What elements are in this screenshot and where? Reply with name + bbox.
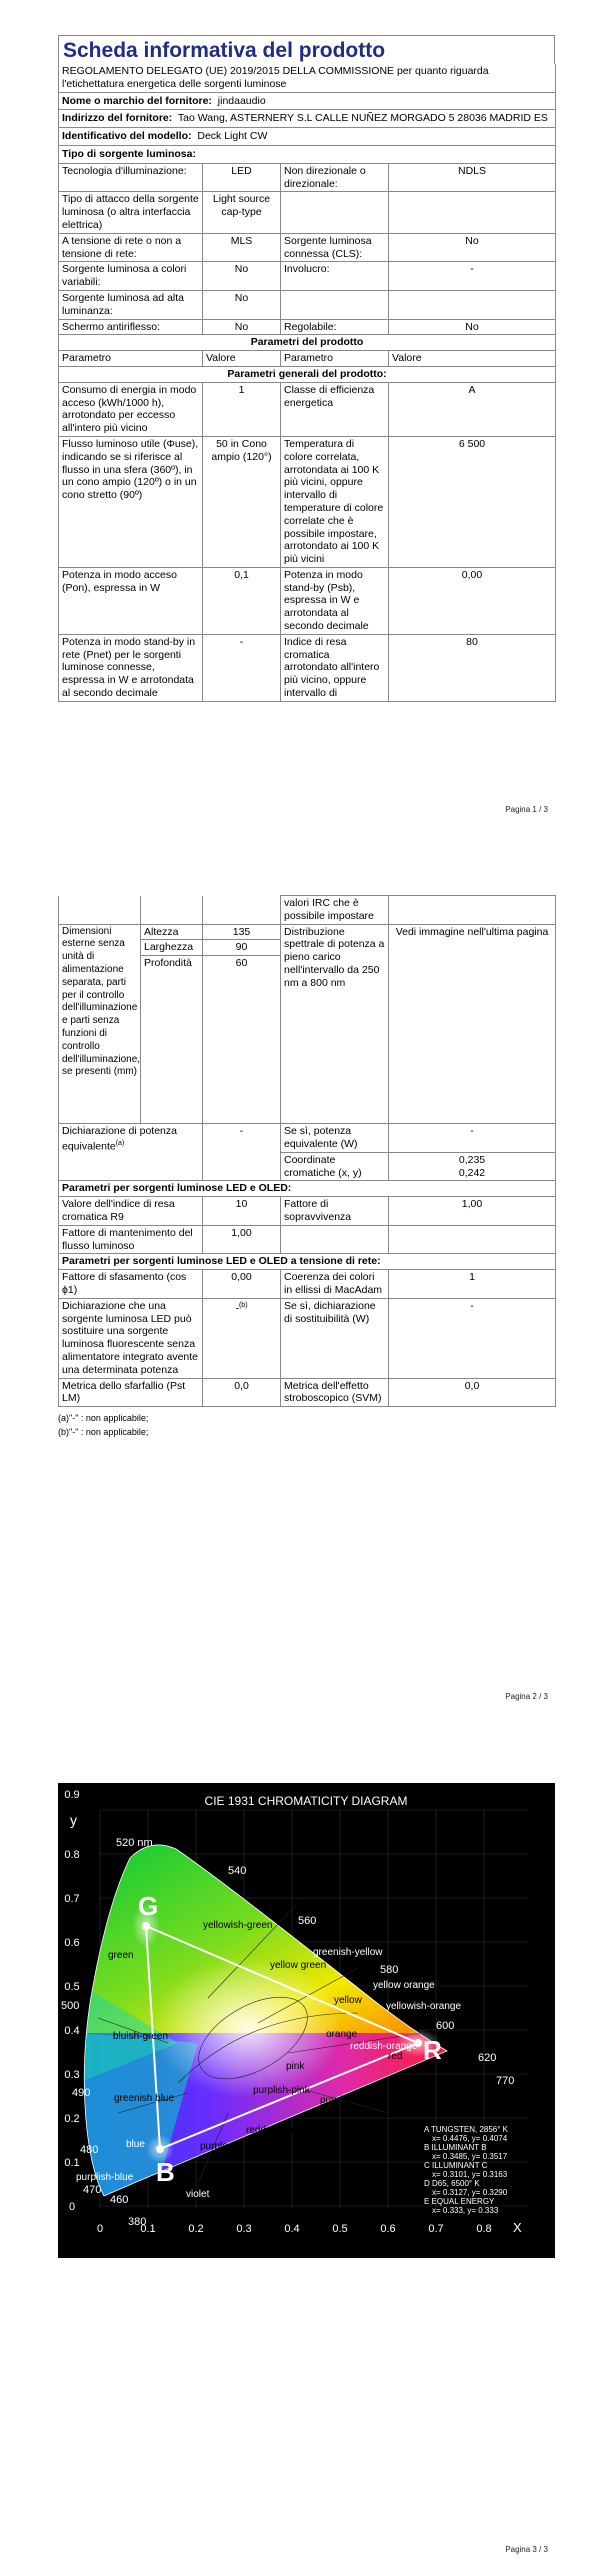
- region-label: red: [388, 2051, 403, 2062]
- param-value: 10: [203, 1197, 281, 1226]
- param-value: 1: [389, 1270, 556, 1299]
- x-tick: 0.4: [284, 2223, 300, 2235]
- type-value: -: [389, 262, 556, 291]
- footnote-a: (a)"-" : non applicabile;: [58, 1413, 149, 1424]
- param-label: Potenza in modo acceso (Pon), espressa in W: [59, 567, 203, 634]
- col-param-header: Parametro: [281, 351, 389, 367]
- supplier-address-label: Indirizzo del fornitore:: [62, 112, 173, 125]
- page-2: [0, 875, 603, 1710]
- param-value: 0,0: [203, 1378, 281, 1407]
- param-label: Metrica dello sfarfallio (Pst LM): [59, 1378, 203, 1407]
- region-label: purplish-red: [320, 2095, 373, 2106]
- col-param-header: Parametro: [59, 351, 203, 367]
- col-value-header: Valore: [203, 351, 281, 367]
- param-row: [59, 1270, 556, 1299]
- region-label: yellow green: [270, 1960, 327, 1971]
- illuminant-legend: [424, 2125, 509, 2215]
- dimension-value: 135: [203, 924, 281, 940]
- x-tick: 0.5: [332, 2223, 348, 2235]
- region-label: yellow orange: [373, 1980, 435, 1991]
- y-tick: 0.6: [64, 1937, 80, 1949]
- chromaticity-y: 0,242: [458, 1166, 486, 1179]
- param-value-text: -: [235, 1302, 239, 1315]
- param-label: Classe di efficienza energetica: [281, 382, 389, 436]
- y-tick: 0.4: [64, 2025, 80, 2037]
- param-label: Dichiarazione che una sorgente luminosa LED può sostituire una sorgente luminosa fluorescente senza alimentatore integrato avente una determinata potenza: [59, 1298, 203, 1378]
- params-header-row: [59, 351, 556, 367]
- chromaticity-x: 0,235: [458, 1153, 486, 1166]
- y-tick: 0: [68, 2201, 76, 2213]
- param-value: -: [389, 1298, 556, 1378]
- type-value: Light source cap-type: [203, 192, 281, 233]
- param-label: Coerenza dei colori in ellissi di MacAdam: [281, 1270, 389, 1299]
- model-row: [59, 128, 556, 146]
- wavelength-label: 520 nm: [116, 1837, 153, 1849]
- wavelength-label: 770: [496, 2075, 515, 2087]
- footnote-ref: (b): [238, 1301, 248, 1309]
- equivalent-watt-label: Se sì, potenza equivalente (W): [281, 1124, 389, 1153]
- legend-line: x= 0.3101, y= 0.3163: [432, 2170, 508, 2179]
- x-tick: 0.3: [236, 2223, 252, 2235]
- dimension-value: 90: [203, 940, 281, 956]
- dimension-name: Profondità: [141, 956, 203, 1124]
- type-value: [389, 192, 556, 233]
- dimensions-label: Dimensioni esterne senza unità di alimentazione separata, parti per il controllo dell'illuminazione e parti senza funzioni di controllo dell'illuminazione, se presenti (mm): [59, 924, 141, 1124]
- supplier-address-value: Tao Wang, ASTERNERY S.L CALLE NUÑEZ MORGADO 5 28036 MADRID ES: [177, 112, 548, 125]
- param-label: Fattore di sopravvivenza: [281, 1197, 389, 1226]
- cie-diagram-svg: [58, 1783, 555, 2258]
- type-value: [389, 290, 556, 319]
- footnotes: [58, 1411, 555, 1439]
- wavelength-label: 560: [298, 1915, 317, 1927]
- regulation-text: REGOLAMENTO DELEGATO (UE) 2019/2015 DELLA COMMISSIONE per quanto riguarda l'etichettatura energetica delle sorgenti luminose: [59, 64, 556, 92]
- chromaticity-value: [389, 1152, 556, 1181]
- param-value: 0,00: [389, 567, 556, 634]
- y-axis-label: y: [70, 1812, 77, 1828]
- supplier-name-row: [59, 92, 556, 110]
- type-row: [59, 262, 556, 291]
- param-value: 1: [203, 382, 281, 436]
- corner-b-label: B: [156, 2157, 175, 2187]
- x-tick: 0.2: [188, 2223, 204, 2235]
- type-label: Involucro:: [281, 262, 389, 291]
- type-label: Sorgente luminosa a colori variabili:: [59, 262, 203, 291]
- param-label: Valore dell'indice di resa cromatica R9: [59, 1197, 203, 1226]
- type-value: No: [203, 262, 281, 291]
- y-tick: 0.5: [64, 1981, 80, 1993]
- x-tick: 0.1: [140, 2223, 156, 2235]
- param-label: [281, 1225, 389, 1254]
- type-label: Tipo di attacco della sorgente luminosa (o altra interfaccia elettrica): [59, 192, 203, 233]
- param-label: Potenza in modo stand-by (Psb), espressa in W e arrotondata al secondo decimale: [281, 567, 389, 634]
- x-tick: 0.8: [476, 2223, 492, 2235]
- footnote-ref: (a): [115, 1139, 125, 1147]
- dimensions-row: [59, 924, 556, 940]
- param-value: 0,0: [389, 1378, 556, 1407]
- region-label: purplish-blue: [76, 2172, 134, 2183]
- page-number: Pagina 2 / 3: [505, 1692, 548, 1701]
- wavelength-label: 380: [128, 2216, 147, 2228]
- param-row: [59, 1298, 556, 1378]
- type-label: Tecnologia d'illuminazione:: [59, 163, 203, 192]
- param-value: 0,1: [203, 567, 281, 634]
- wavelength-label: 490: [72, 2087, 91, 2099]
- led-params-title: Parametri per sorgenti luminose LED e OLED:: [59, 1181, 556, 1197]
- dimension-name: Altezza: [141, 924, 203, 940]
- x-tick: 0.6: [380, 2223, 396, 2235]
- x-tick: 0.7: [428, 2223, 444, 2235]
- y-tick: 0.2: [64, 2113, 80, 2125]
- region-label: purplish-pink: [253, 2085, 310, 2096]
- region-label: greenish blue: [114, 2093, 175, 2104]
- legend-line: x= 0.333, y= 0.333: [432, 2206, 499, 2215]
- x-tick-labels: [97, 2223, 492, 2235]
- equivalent-watt-value: -: [389, 1124, 556, 1153]
- corner-g-label: G: [138, 1891, 159, 1921]
- param-row: [59, 1197, 556, 1226]
- dimension-name: Larghezza: [141, 940, 203, 956]
- wavelength-label: 460: [110, 2194, 129, 2206]
- wavelength-label: 500: [61, 2000, 80, 2012]
- x-axis-label: X: [513, 2220, 522, 2235]
- type-label: Non direzionale o direzionale:: [281, 163, 389, 192]
- page-title: Scheda informativa del prodotto: [58, 35, 555, 64]
- params-table-continued: [58, 895, 556, 1407]
- param-value: -: [203, 634, 281, 701]
- region-label: green: [108, 1950, 134, 1961]
- param-label: Potenza in modo stand-by in rete (Pnet) per le sorgenti luminose connesse, espressa in W e arrotondata al secondo decimale: [59, 634, 203, 701]
- param-label: Temperatura di colore correlata, arrotondata ai 100 K più vicini, oppure intervallo di temperature di colore correlate che è possibile impostare, arrotondato ai 100 K più vicini: [281, 436, 389, 567]
- corner-r-label: R: [423, 2035, 442, 2065]
- param-row: [59, 634, 556, 701]
- model-label: Identificativo del modello:: [62, 130, 192, 143]
- y-tick: 0.3: [64, 2069, 80, 2081]
- region-label: violet: [186, 2189, 210, 2200]
- legend-line: x= 0.4476, y= 0.4074: [432, 2134, 508, 2143]
- param-label: Fattore di mantenimento del flusso luminoso: [59, 1225, 203, 1254]
- params-section-title: Parametri del prodotto: [59, 335, 556, 351]
- wavelength-label: 470: [83, 2184, 102, 2196]
- legend-line: B ILLUMINANT B: [424, 2143, 487, 2152]
- type-value: NDLS: [389, 163, 556, 192]
- region-label: purple: [200, 2141, 228, 2152]
- param-value: 80: [389, 634, 556, 701]
- param-value: 6 500: [389, 436, 556, 567]
- param-label: Flusso luminoso utile (Φuse), indicando se si riferisce al flusso in una sfera (360º), in un cono ampio (120º) o in un cono stretto (90º): [59, 436, 203, 567]
- legend-line: x= 0.3485, y= 0.3517: [432, 2152, 508, 2161]
- cie-title: CIE 1931 CHROMATICITY DIAGRAM: [204, 1794, 408, 1808]
- param-label: Fattore di sfasamento (cos ϕ1): [59, 1270, 203, 1299]
- supplier-name-label: Nome o marchio del fornitore:: [62, 94, 212, 107]
- param-value: 1,00: [389, 1197, 556, 1226]
- param-value: 1,00: [203, 1225, 281, 1254]
- legend-line: A TUNGSTEN, 2856° K: [424, 2125, 508, 2134]
- wavelength-label: 580: [380, 1964, 399, 1976]
- general-params-title: Parametri generali del prodotto:: [59, 366, 556, 382]
- param-row: [59, 382, 556, 436]
- legend-line: D D65, 6500° K: [424, 2179, 480, 2188]
- param-row: [59, 567, 556, 634]
- dimension-value: 60: [203, 956, 281, 1124]
- region-label: greenish-yellow: [313, 1947, 383, 1958]
- chromaticity-label: Coordinate cromatiche (x, y): [281, 1152, 389, 1181]
- wavelength-label: 480: [80, 2144, 99, 2156]
- equivalent-power-value: -: [203, 1124, 281, 1181]
- param-value: [203, 1298, 281, 1378]
- region-label: yellowish-green: [203, 1920, 273, 1931]
- region-label: orange: [326, 2029, 358, 2040]
- param-value: A: [389, 382, 556, 436]
- supplier-name-value: jindaaudio: [217, 94, 266, 107]
- y-tick: 0.9: [64, 1789, 80, 1801]
- legend-line: E EQUAL ENERGY: [424, 2197, 495, 2206]
- legend-line: C ILLUMINANT C: [424, 2161, 488, 2170]
- type-value: LED: [203, 163, 281, 192]
- param-label: Consumo di energia in modo acceso (kWh/1000 h), arrotondato per eccesso all'intero più vicino: [59, 382, 203, 436]
- region-label: yellowish-orange: [386, 2001, 462, 2012]
- type-row: [59, 290, 556, 319]
- product-sheet: [58, 35, 555, 702]
- region-label: pink: [286, 2061, 305, 2072]
- type-row: [59, 233, 556, 262]
- type-value: MLS: [203, 233, 281, 262]
- type-value: No: [389, 319, 556, 335]
- wavelength-label: 600: [436, 2020, 455, 2032]
- info-table: [58, 64, 556, 702]
- type-value: No: [203, 290, 281, 319]
- model-value: Deck Light CW: [197, 130, 268, 143]
- page-number: Pagina 3 / 3: [505, 2545, 548, 2554]
- product-sheet-continued: [58, 895, 555, 1439]
- type-label: [281, 290, 389, 319]
- page-1: [0, 0, 603, 820]
- type-label: Sorgente luminosa connessa (CLS):: [281, 233, 389, 262]
- supplier-address-row: [59, 110, 556, 128]
- footnote-b: (b)"-" : non applicabile;: [58, 1427, 149, 1438]
- spd-value: Vedi immagine nell'ultima pagina: [389, 924, 556, 1124]
- type-label: [281, 192, 389, 233]
- param-value: [389, 1225, 556, 1254]
- param-label: Metrica dell'effetto stroboscopico (SVM): [281, 1378, 389, 1407]
- region-label: blue: [126, 2139, 145, 2150]
- type-label: A tensione di rete o non a tensione di rete:: [59, 233, 203, 262]
- page-number: Pagina 1 / 3: [505, 805, 548, 814]
- param-row: [59, 436, 556, 567]
- param-label: Indice di resa cromatica arrotondato all'intero più vicino, oppure intervallo di: [281, 634, 389, 701]
- y-tick: 0.8: [64, 1849, 80, 1861]
- type-label: Sorgente luminosa ad alta luminanza:: [59, 290, 203, 319]
- equivalent-power-label: [59, 1124, 203, 1181]
- equivalent-power-row: [59, 1124, 556, 1153]
- mains-params-title: Parametri per sorgenti luminose LED e OLED a tensione di rete:: [59, 1254, 556, 1270]
- region-label: bluish-green: [113, 2031, 169, 2042]
- param-value: 50 in Cono ampio (120°): [203, 436, 281, 567]
- col-value-header: Valore: [389, 351, 556, 367]
- type-label: Regolabile:: [281, 319, 389, 335]
- param-value: 0,00: [203, 1270, 281, 1299]
- cie-diagram: [58, 1783, 555, 2258]
- type-row: [59, 163, 556, 192]
- region-label: reddish-purple: [246, 2125, 310, 2136]
- type-row: [59, 192, 556, 233]
- param-label: Se sì, dichiarazione di sostituibilità (W): [281, 1298, 389, 1378]
- region-label: reddish-orange: [350, 2041, 418, 2052]
- equivalent-power-text: Dichiarazione di potenza equivalente: [62, 1125, 177, 1153]
- wavelength-label: 540: [228, 1865, 247, 1877]
- legend-line: x= 0.3127, y= 0.3290: [432, 2188, 508, 2197]
- type-title: Tipo di sorgente luminosa:: [59, 145, 556, 163]
- y-tick: 0.7: [64, 1893, 80, 1905]
- type-row: [59, 319, 556, 335]
- type-label: Schermo antiriflesso:: [59, 319, 203, 335]
- param-row: [59, 1378, 556, 1407]
- type-value: No: [203, 319, 281, 335]
- spd-label: Distribuzione spettrale di potenza a pieno carico nell'intervallo da 250 nm a 800 nm: [281, 924, 389, 1124]
- page-3: [0, 1740, 603, 2560]
- x-tick: 0: [96, 2223, 104, 2235]
- y-tick: 0.1: [64, 2157, 80, 2169]
- region-label: yellow: [334, 1995, 362, 2006]
- type-value: No: [389, 233, 556, 262]
- param-row: [59, 1225, 556, 1254]
- wavelength-label: 620: [478, 2052, 497, 2064]
- cri-label-continued: valori IRC che è possibile impostare: [281, 896, 389, 925]
